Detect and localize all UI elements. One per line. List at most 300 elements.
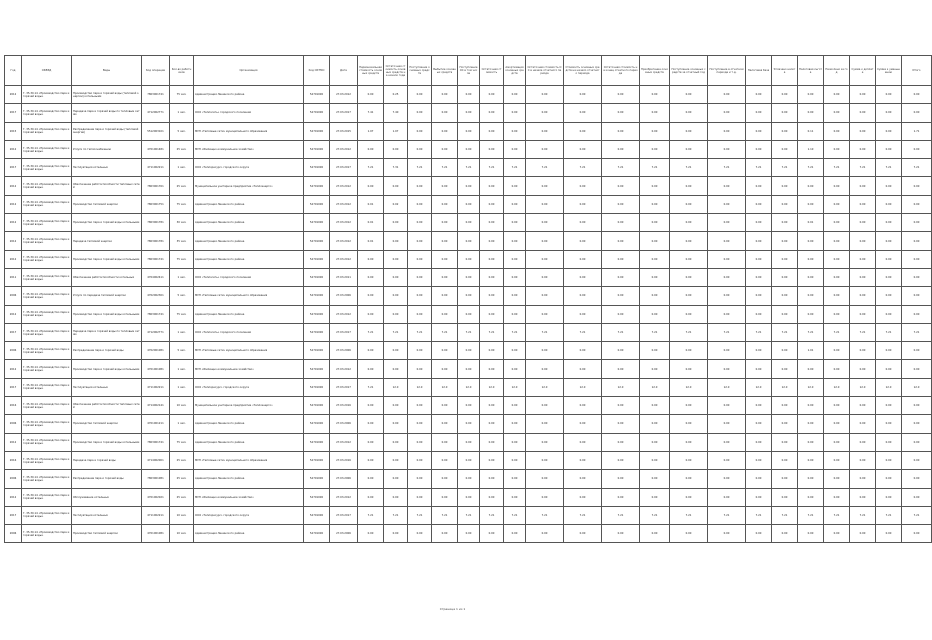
table-cell: 0.00: [670, 122, 708, 140]
table-cell: 0.00: [432, 268, 458, 286]
table-cell: 0.00: [850, 525, 876, 543]
table-cell: 0.00: [876, 470, 902, 488]
table-cell: 0.00: [824, 451, 850, 469]
table-cell: 0.00: [504, 415, 526, 433]
table-cell: 0.00: [708, 305, 746, 323]
table-cell: 0.00: [602, 488, 640, 506]
table-cell: 0.00: [902, 360, 932, 378]
table-cell: 0.00: [772, 342, 798, 360]
table-cell: 0.00: [798, 232, 824, 250]
column-header: Код операции: [142, 56, 170, 86]
table-cell: 0.00: [746, 433, 772, 451]
table-cell: 7.21: [564, 159, 602, 177]
table-cell: 12.0: [772, 378, 798, 396]
table-cell: 54701000: [304, 342, 330, 360]
table-cell: 0.00: [902, 305, 932, 323]
table-cell: 0.00: [480, 525, 504, 543]
table-cell: 0.00: [358, 305, 384, 323]
table-cell: 0.00: [432, 451, 458, 469]
column-header: Выбытие основных средств: [432, 56, 458, 86]
table-cell: Г. 35.30.14 «Производство пара и горячей воды»: [22, 451, 72, 469]
table-cell: 7.21: [408, 323, 432, 341]
table-cell: 0.00: [432, 342, 458, 360]
table-cell: 7803001741: [142, 305, 170, 323]
table-cell: Производство пара и горячей воды (тепловой энергии) котельными: [72, 86, 142, 104]
table-cell: Г. 35.30.14 «Производство пара и горячей воды»: [22, 250, 72, 268]
table-cell: Администрация Ленинского района: [194, 195, 304, 213]
table-cell: 0.00: [670, 287, 708, 305]
table-cell: 0.00: [564, 250, 602, 268]
table-cell: 12.0: [384, 378, 408, 396]
table-cell: 0.00: [432, 195, 458, 213]
table-cell: 0.00: [708, 525, 746, 543]
table-cell: Г. 35.30.14 «Производство пара и горячей воды»: [22, 214, 72, 232]
page-footer: Страница 1 из 1: [439, 607, 466, 611]
table-header: [5, 56, 932, 86]
table-cell: Обеспечение работоспособности котельных: [72, 268, 142, 286]
table-cell: 0.00: [504, 140, 526, 158]
table-cell: 54701000: [304, 488, 330, 506]
table-cell: 2012: [5, 86, 22, 104]
table-body: [5, 86, 932, 543]
table-cell: 0.00: [746, 470, 772, 488]
table-cell: 0.00: [772, 470, 798, 488]
table-cell: 0.00: [850, 214, 876, 232]
table-cell: МУП «Тепловые сети» муниципального образования: [194, 287, 304, 305]
table-cell: 0.00: [384, 268, 408, 286]
table-cell: 54701000: [304, 104, 330, 122]
table-cell: 0.00: [480, 232, 504, 250]
table-cell: 0.00: [564, 451, 602, 469]
table-cell: 1 чел.: [170, 360, 194, 378]
table-cell: 0.00: [458, 122, 480, 140]
table-cell: 0.00: [902, 177, 932, 195]
table-cell: 0.11: [798, 122, 824, 140]
table-cell: 0.00: [526, 342, 564, 360]
table-cell: 27.03.2017: [330, 506, 358, 524]
table-cell: 1 чел.: [170, 104, 194, 122]
table-cell: 0.00: [746, 140, 772, 158]
table-cell: 0.00: [480, 86, 504, 104]
table-cell: Г. 35.30.14 «Производство пара и горячей воды»: [22, 323, 72, 341]
table-cell: 0.00: [458, 214, 480, 232]
table-cell: 0.00: [458, 397, 480, 415]
table-row: [5, 214, 932, 232]
table-cell: 54701000: [304, 86, 330, 104]
table-cell: 0.00: [526, 305, 564, 323]
table-cell: 0.00: [358, 397, 384, 415]
table-cell: 0.00: [824, 104, 850, 122]
table-cell: 0.00: [432, 305, 458, 323]
column-header: Поступление ОС в том числе: [458, 56, 480, 86]
table-cell: 0.00: [504, 214, 526, 232]
table-cell: 0.00: [480, 177, 504, 195]
column-header: Виды: [72, 56, 142, 86]
table-cell: 0.00: [746, 177, 772, 195]
table-cell: 54701000: [304, 232, 330, 250]
table-cell: 7.21: [772, 323, 798, 341]
table-cell: Г. 35.30.14 «Производство пара и горячей воды»: [22, 415, 72, 433]
table-cell: 0.00: [602, 122, 640, 140]
table-cell: 0.00: [746, 268, 772, 286]
table-cell: 27.03.2012: [330, 433, 358, 451]
table-cell: 27.03.2011: [330, 268, 358, 286]
table-cell: 0.00: [480, 433, 504, 451]
table-cell: 4701001481: [142, 140, 170, 158]
table-cell: 0.00: [504, 268, 526, 286]
table-cell: 0.00: [358, 525, 384, 543]
table-cell: 2006: [5, 342, 22, 360]
table-cell: 12.0: [746, 378, 772, 396]
table-cell: 7.21: [850, 159, 876, 177]
table-cell: Производство пара и горячей воды котельными: [72, 214, 142, 232]
table-cell: 7.21: [670, 159, 708, 177]
table-cell: Г. 35.30.14 «Производство пара и горячей воды»: [22, 177, 72, 195]
table-cell: 54701000: [304, 140, 330, 158]
table-row: [5, 305, 932, 323]
table-cell: 1 чел.: [170, 378, 194, 396]
table-row: [5, 122, 932, 140]
table-cell: 0.00: [798, 177, 824, 195]
table-cell: 0.00: [458, 488, 480, 506]
table-cell: 0.00: [798, 360, 824, 378]
table-cell: 0.00: [876, 360, 902, 378]
table-cell: 0.00: [824, 177, 850, 195]
table-cell: 0.00: [602, 177, 640, 195]
column-header: Сумма к уменьшению: [876, 56, 902, 86]
table-cell: 4712002771: [142, 323, 170, 341]
column-header: Дата: [330, 56, 358, 86]
table-cell: 0.00: [564, 433, 602, 451]
table-cell: 0.01: [358, 232, 384, 250]
table-cell: 7803001781: [142, 232, 170, 250]
table-cell: 0.00: [746, 122, 772, 140]
table-cell: 0.25: [384, 86, 408, 104]
table-cell: 0.00: [850, 451, 876, 469]
table-cell: 0.00: [358, 342, 384, 360]
table-cell: 7803001761: [142, 177, 170, 195]
table-cell: 10 чел.: [170, 397, 194, 415]
table-row: [5, 415, 932, 433]
table-cell: 0.00: [798, 287, 824, 305]
table-cell: 0.00: [564, 195, 602, 213]
table-cell: 12.0: [640, 378, 670, 396]
table-cell: 12.0: [876, 378, 902, 396]
table-row: [5, 195, 932, 213]
table-cell: 0.00: [408, 287, 432, 305]
table-cell: 7.21: [504, 506, 526, 524]
table-cell: 0.00: [458, 360, 480, 378]
table-cell: 0.00: [358, 415, 384, 433]
column-header: Первоначальная стоимость основных средств: [358, 56, 384, 86]
table-cell: 4714002001: [142, 451, 170, 469]
table-cell: 1.07: [358, 122, 384, 140]
table-cell: 54701000: [304, 195, 330, 213]
table-cell: 0.00: [850, 177, 876, 195]
table-cell: 0.00: [902, 195, 932, 213]
table-cell: 2017: [5, 323, 22, 341]
table-cell: 4702002301: [142, 287, 170, 305]
table-cell: 27.03.2006: [330, 415, 358, 433]
table-cell: 75 чел.: [170, 195, 194, 213]
table-cell: 0.00: [358, 250, 384, 268]
table-cell: Г. 35.30.14 «Производство пара и горячей воды»: [22, 360, 72, 378]
table-cell: 0.00: [708, 470, 746, 488]
table-cell: 7803001741: [142, 250, 170, 268]
table-cell: 27.03.2017: [330, 159, 358, 177]
table-cell: Г. 35.30.14 «Производство пара и горячей воды»: [22, 86, 72, 104]
table-cell: 4701001081: [142, 525, 170, 543]
table-cell: 0.00: [602, 250, 640, 268]
table-cell: 0.00: [408, 122, 432, 140]
table-cell: 0.00: [564, 177, 602, 195]
table-cell: 0.00: [850, 232, 876, 250]
table-cell: 7.21: [640, 159, 670, 177]
table-cell: 7.21: [798, 323, 824, 341]
table-cell: 25 чел.: [170, 140, 194, 158]
table-cell: Администрация Ленинского района: [194, 433, 304, 451]
table-cell: 0.00: [708, 415, 746, 433]
table-cell: 0.00: [432, 250, 458, 268]
column-header: Приобретение основных средств: [640, 56, 670, 86]
table-cell: 7803001781: [142, 214, 170, 232]
table-row: [5, 323, 932, 341]
column-header: Остаточная стоимость на конец отчетного периода: [602, 56, 640, 86]
table-cell: 0.00: [772, 525, 798, 543]
table-cell: 0.00: [902, 232, 932, 250]
table-cell: Администрация Ленинского района: [194, 415, 304, 433]
table-cell: 7.21: [824, 506, 850, 524]
table-cell: 54701000: [304, 506, 330, 524]
table-cell: 0.00: [526, 268, 564, 286]
table-cell: 0.00: [432, 104, 458, 122]
table-cell: 0.00: [408, 305, 432, 323]
table-cell: 0.00: [850, 433, 876, 451]
table-cell: 7.21: [432, 323, 458, 341]
table-cell: 7.21: [602, 506, 640, 524]
table-cell: 54701000: [304, 397, 330, 415]
table-cell: 0.00: [358, 451, 384, 469]
table-cell: Передача пара и горячей воды по тепловым сетям: [72, 323, 142, 341]
table-cell: 0.00: [902, 470, 932, 488]
table-cell: ООО «Теплосеть» городского поселения: [194, 104, 304, 122]
table-cell: 0.00: [772, 140, 798, 158]
table-cell: 12.0: [850, 378, 876, 396]
table-cell: 0.00: [564, 397, 602, 415]
table-cell: 0.00: [824, 232, 850, 250]
table-cell: 27.03.2012: [330, 140, 358, 158]
table-cell: 7.21: [902, 159, 932, 177]
table-cell: 0.00: [746, 415, 772, 433]
table-cell: 0.00: [824, 342, 850, 360]
table-cell: 0.00: [564, 287, 602, 305]
table-cell: 27.03.2012: [330, 488, 358, 506]
table-cell: 0.00: [526, 232, 564, 250]
table-cell: МУП «Жилищно-коммунальное хозяйство»: [194, 140, 304, 158]
table-cell: 12.0: [670, 378, 708, 396]
table-cell: 0.00: [850, 140, 876, 158]
table-cell: Эксплуатация котельных: [72, 506, 142, 524]
table-cell: Муниципальное унитарное предприятие «Теплоэнерго»: [194, 397, 304, 415]
table-cell: 0.00: [876, 397, 902, 415]
table-cell: 0.00: [408, 360, 432, 378]
table-cell: 0.01: [358, 214, 384, 232]
table-cell: 0.00: [670, 415, 708, 433]
table-cell: 2012: [5, 250, 22, 268]
table-cell: 0.00: [526, 195, 564, 213]
table-cell: 0.00: [824, 122, 850, 140]
table-cell: 0.00: [526, 214, 564, 232]
table-cell: 10 чел.: [170, 525, 194, 543]
table-cell: 0.00: [798, 104, 824, 122]
table-cell: Администрация Ленинского района: [194, 214, 304, 232]
table-cell: 0.00: [564, 86, 602, 104]
table-cell: 0.00: [504, 232, 526, 250]
table-cell: 27.03.2012: [330, 214, 358, 232]
table-cell: 0.00: [640, 214, 670, 232]
table-cell: 4714002141: [142, 397, 170, 415]
table-cell: 0.00: [902, 342, 932, 360]
table-cell: 0.00: [432, 360, 458, 378]
table-header-row: [5, 56, 932, 86]
column-header: Поступление в отчетном периоде и т.д.: [708, 56, 746, 86]
table-cell: 0.00: [640, 140, 670, 158]
table-cell: 0.00: [876, 342, 902, 360]
table-cell: 54701000: [304, 250, 330, 268]
table-cell: 12.0: [458, 378, 480, 396]
table-cell: 7.21: [708, 323, 746, 341]
table-cell: 0.00: [850, 122, 876, 140]
table-cell: 0.00: [670, 268, 708, 286]
table-cell: 0.00: [458, 232, 480, 250]
table-cell: 0.00: [602, 360, 640, 378]
table-cell: 7.21: [824, 159, 850, 177]
table-cell: 0.00: [708, 232, 746, 250]
table-cell: 5 чел.: [170, 342, 194, 360]
table-cell: 0.00: [602, 415, 640, 433]
table-cell: 7.21: [526, 159, 564, 177]
table-cell: Передача тепловой энергии: [72, 232, 142, 250]
table-cell: 7803001741: [142, 433, 170, 451]
table-cell: 0.00: [670, 195, 708, 213]
table-cell: Производство пара и горячей воды котельными: [72, 433, 142, 451]
table-cell: 0.00: [408, 250, 432, 268]
table-cell: 0.00: [480, 122, 504, 140]
table-cell: 0.00: [458, 177, 480, 195]
table-cell: 0.00: [746, 360, 772, 378]
table-cell: Г. 35.30.14 «Производство пара и горячей воды»: [22, 287, 72, 305]
table-cell: 2017: [5, 104, 22, 122]
table-cell: Производство пара и горячей воды котельными: [72, 305, 142, 323]
table-cell: 0.00: [708, 214, 746, 232]
table-cell: 0.00: [358, 470, 384, 488]
table-cell: 0.00: [526, 488, 564, 506]
table-cell: 27.03.2012: [330, 232, 358, 250]
table-cell: 12.0: [708, 378, 746, 396]
table-cell: 0.00: [640, 177, 670, 195]
table-cell: Администрация Ленинского района: [194, 250, 304, 268]
table-cell: 0.00: [640, 287, 670, 305]
table-cell: 0.00: [384, 433, 408, 451]
table-cell: 0.00: [746, 195, 772, 213]
table-cell: 0.00: [640, 451, 670, 469]
table-row: [5, 506, 932, 524]
table-cell: 0.00: [526, 397, 564, 415]
table-cell: 0.00: [670, 525, 708, 543]
table-cell: 2015: [5, 122, 22, 140]
table-cell: 0.00: [772, 232, 798, 250]
table-cell: 7.21: [746, 506, 772, 524]
table-cell: 0.00: [504, 360, 526, 378]
table-cell: 0.00: [384, 360, 408, 378]
table-cell: Эксплуатация котельных: [72, 378, 142, 396]
table-cell: Г. 35.30.14 «Производство пара и горячей воды»: [22, 232, 72, 250]
table-cell: 1 чел.: [170, 159, 194, 177]
table-cell: 0.00: [640, 250, 670, 268]
table-cell: 7.21: [602, 323, 640, 341]
table-cell: 0.00: [876, 214, 902, 232]
table-cell: 0.00: [504, 397, 526, 415]
column-header: Стоимость основных средств на начало отчетного периода: [564, 56, 602, 86]
table-cell: 0.00: [504, 488, 526, 506]
table-cell: 2011: [5, 268, 22, 286]
table-cell: 0.00: [458, 250, 480, 268]
table-cell: 0.00: [708, 104, 746, 122]
table-cell: 0.00: [772, 250, 798, 268]
table-cell: 0.00: [850, 195, 876, 213]
table-cell: 27.03.2012: [330, 360, 358, 378]
table-cell: 0.00: [708, 122, 746, 140]
table-cell: 0.00: [408, 195, 432, 213]
table-cell: 0.00: [432, 214, 458, 232]
table-cell: 27.03.2012: [330, 250, 358, 268]
table-cell: 0.00: [504, 451, 526, 469]
table-cell: 0.00: [640, 397, 670, 415]
table-cell: 0.00: [746, 232, 772, 250]
table-cell: 1.01: [798, 342, 824, 360]
table-cell: 0.00: [902, 397, 932, 415]
table-cell: Г. 35.30.14 «Производство пара и горячей воды»: [22, 195, 72, 213]
table-cell: 0.00: [798, 525, 824, 543]
table-cell: 75 чел.: [170, 305, 194, 323]
table-cell: 0.00: [772, 488, 798, 506]
table-cell: 0.00: [640, 195, 670, 213]
table-cell: 0.00: [458, 342, 480, 360]
table-cell: Г. 35.30.14 «Производство пара и горячей воды»: [22, 104, 72, 122]
table-cell: 0.00: [408, 86, 432, 104]
table-cell: 0.00: [772, 305, 798, 323]
table-cell: 2012: [5, 140, 22, 158]
table-cell: 7.21: [358, 323, 384, 341]
table-cell: 0.00: [746, 250, 772, 268]
table-cell: 2012: [5, 488, 22, 506]
table-cell: 0.00: [358, 140, 384, 158]
table-cell: 0.00: [384, 470, 408, 488]
table-cell: 0.00: [408, 140, 432, 158]
table-cell: 0.00: [504, 177, 526, 195]
table-cell: 0.00: [384, 488, 408, 506]
table-cell: 7.21: [876, 159, 902, 177]
table-cell: 0.00: [746, 86, 772, 104]
table-cell: 12.0: [824, 378, 850, 396]
table-cell: Г. 35.30.14 «Производство пара и горячей воды»: [22, 305, 72, 323]
table-cell: 0.00: [602, 287, 640, 305]
table-cell: 0.00: [798, 451, 824, 469]
table-cell: 0.00: [824, 397, 850, 415]
table-cell: 1.10: [798, 140, 824, 158]
table-cell: 27.03.2016: [330, 397, 358, 415]
register-table: [4, 55, 932, 543]
